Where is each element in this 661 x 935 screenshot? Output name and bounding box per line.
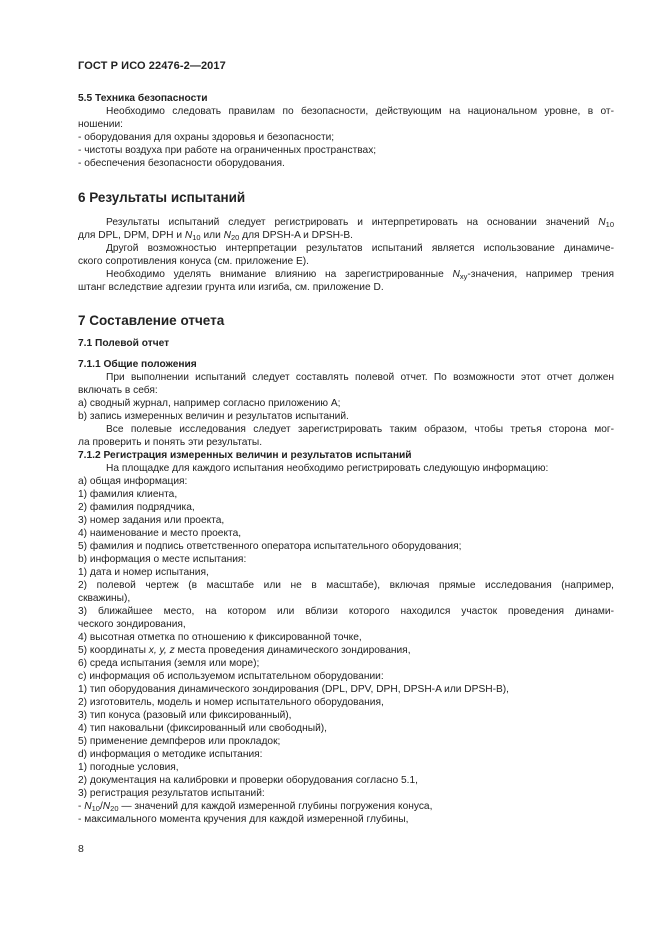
list-item: b) информация о месте испытания: — [78, 554, 247, 565]
list-subitem: 1) погодные условия, — [78, 762, 179, 773]
section-7-title: 7 Составление отчета — [78, 313, 225, 328]
list-item: а) общая информация: — [78, 476, 188, 487]
list-dash-item: - максимального момента кручения для каждой измеренной глубины, — [78, 814, 409, 825]
paragraph: На площадке для каждого испытания необходимо регистрировать следующую информацию: — [106, 463, 549, 474]
list-subitem: 2) полевой чертеж (в масштабе или не в масштабе), включая прямые исследования (например, — [78, 580, 614, 591]
paragraph: Другой возможностью интерпретации результатов испытаний является использование динамиче- — [106, 243, 614, 254]
paragraph: ла проверить и понять эти результаты. — [78, 437, 263, 448]
paragraph: для DPL, DPM, DPH и $N_{10}$ или $N_{20}$ для DPSH-A и DPSH-B. — [78, 230, 353, 242]
section-6-title: 6 Результаты испытаний — [78, 190, 246, 205]
list-item: - чистоты воздуха при работе на ограниченных пространствах; — [78, 145, 377, 156]
document-header: ГОСТ Р ИСО 22476-2—2017 — [78, 60, 226, 72]
section-7-1-title: 7.1 Полевой отчет — [78, 338, 170, 349]
list-item: - оборудования для охраны здоровья и безопасности; — [78, 132, 335, 143]
paragraph: При выполнении испытаний следует составлять полевой отчет. По возможности этот отчет должен — [106, 372, 614, 383]
paragraph: Результаты испытаний следует регистрировать и интерпретировать на основании значений $N_{10}$ — [106, 217, 614, 229]
list-subitem-cont: ческого зондирования, — [78, 619, 186, 630]
list-subitem: 1) фамилия клиента, — [78, 489, 178, 500]
list-subitem: 6) среда испытания (земля или море); — [78, 658, 260, 669]
section-7-1-2-title: 7.1.2 Регистрация измеренных величин и результатов испытаний — [78, 450, 412, 461]
list-item: с) информация об используемом испытательном оборудовании: — [78, 671, 384, 682]
paragraph: ского сопротивления конуса (см. приложение Е). — [78, 256, 310, 267]
list-subitem: 4) высотная отметка по отношению к фиксированной точке, — [78, 632, 362, 643]
page-number: 8 — [78, 843, 84, 855]
list-subitem: 3) тип конуса (разовый или фиксированный), — [78, 710, 292, 721]
list-subitem: 4) тип наковальни (фиксированный или свободный), — [78, 723, 327, 734]
paragraph: штанг вследствие адгезии грунта или изгиба, см. приложение D. — [78, 282, 384, 293]
paragraph: Необходимо следовать правилам по безопасности, действующим на национальном уровне, в от- — [106, 106, 614, 117]
list-subitem: 2) документация на калибровки и проверки оборудования согласно 5.1, — [78, 775, 418, 786]
section-5-5-title: 5.5 Техника безопасности — [78, 93, 208, 104]
list-subitem: 1) тип оборудования динамического зондирования (DPL, DPV, DPH, DPSH-A или DPSH-B), — [78, 684, 510, 695]
paragraph: ношении: — [78, 119, 123, 130]
list-item: b) запись измеренных величин и результатов испытаний. — [78, 411, 349, 422]
list-subitem: 2) изготовитель, модель и номер испытательного оборудования, — [78, 697, 384, 708]
list-subitem: 5) применение демпферов или прокладок; — [78, 736, 281, 747]
list-subitem: 2) фамилия подрядчика, — [78, 502, 195, 513]
list-item: - обеспечения безопасности оборудования. — [78, 158, 285, 169]
list-subitem: 3) номер задания или проекта, — [78, 515, 225, 526]
list-subitem: 4) наименование и место проекта, — [78, 528, 242, 539]
list-subitem: 3) регистрация результатов испытаний: — [78, 788, 265, 799]
list-subitem: 1) дата и номер испытания, — [78, 567, 209, 578]
list-item: а) сводный журнал, например согласно приложению А; — [78, 398, 341, 409]
list-subitem: 5) фамилия и подпись ответственного оператора испытательного оборудования; — [78, 541, 462, 552]
list-item: d) информация о методике испытания: — [78, 749, 263, 760]
paragraph: Необходимо уделять внимание влиянию на зарегистрированные $N_{xy}$-значения, например трения — [106, 269, 614, 281]
list-subitem-cont: скважины), — [78, 593, 131, 604]
list-subitem: 3) ближайшее место, на котором или вблизи которого находился участок проведения динами- — [78, 606, 614, 617]
paragraph: включать в себя: — [78, 385, 158, 396]
list-dash-item: - $N_{10}/N_{20}$ — значений для каждой измеренной глубины погружения конуса, — [78, 801, 433, 813]
document-body — [78, 92, 614, 826]
list-subitem: 5) координаты x, y, z места проведения динамического зондирования, — [78, 645, 411, 656]
paragraph: Все полевые исследования следует зарегистрировать таким образом, чтобы третья сторона мог- — [106, 424, 614, 435]
section-7-1-1-title: 7.1.1 Общие положения — [78, 359, 197, 370]
